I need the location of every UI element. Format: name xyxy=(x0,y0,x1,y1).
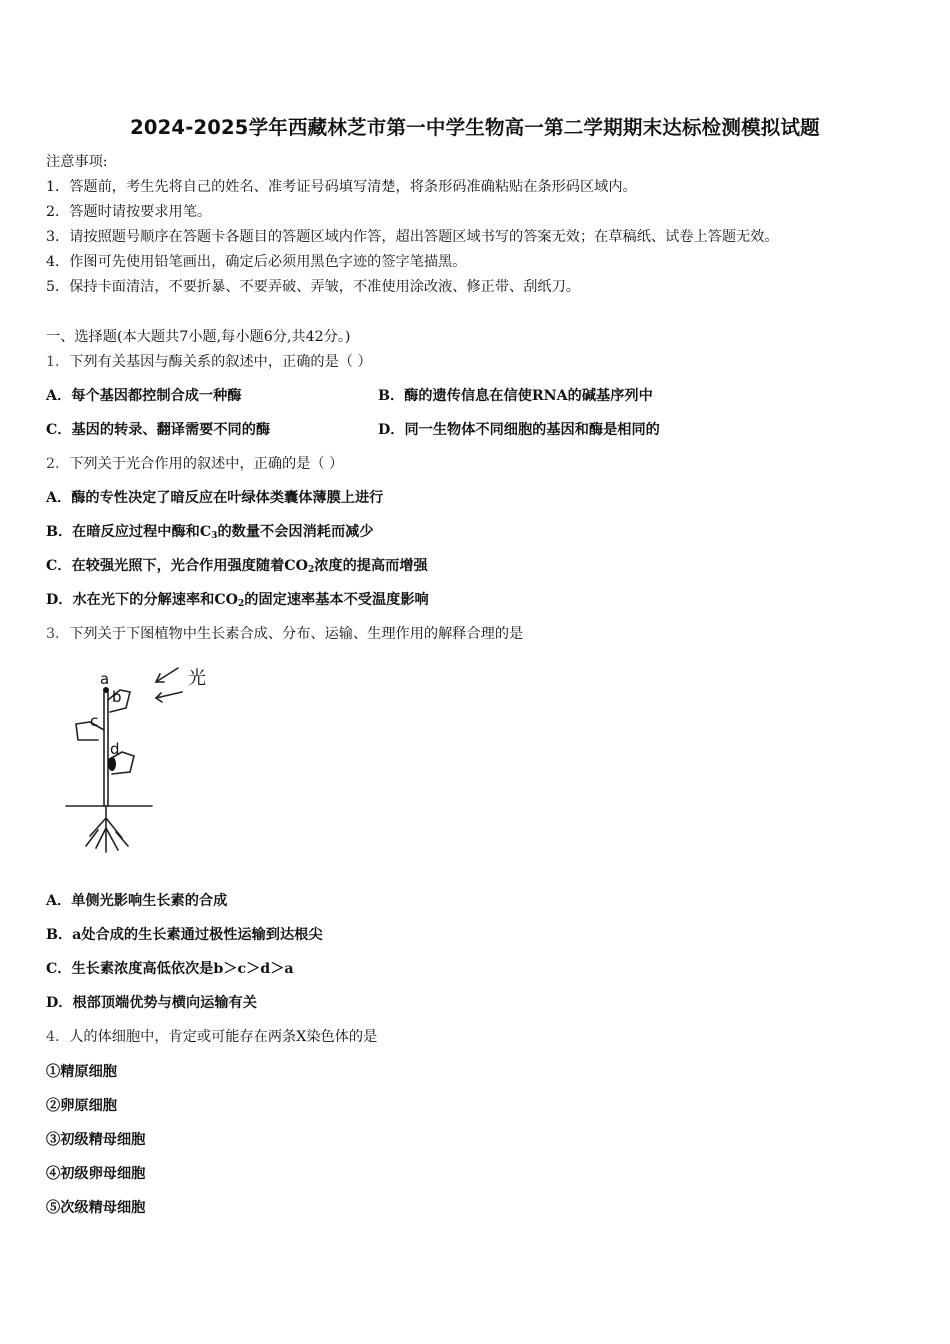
q4-item-5: ⑤次级精母细胞 xyxy=(46,1200,146,1216)
notice-heading: 注意事项: xyxy=(46,154,108,170)
roots xyxy=(86,806,128,852)
question-stem: 下列有关基因与酶关系的叙述中，正确的是（ ） xyxy=(69,354,372,370)
label-light: 光 xyxy=(188,668,206,689)
notice-item-2: 2．答题时请按要求用笔。 xyxy=(46,204,212,220)
question-1 xyxy=(46,352,372,372)
notice-item-3: 3．请按照题号顺序在答题卡各题目的答题区域内作答，超出答题区域书写的答案无效；在草稿纸、试卷上答题无效。 xyxy=(46,229,779,245)
plant-figure xyxy=(60,660,220,860)
notice-item-4: 4．作图可先使用铅笔画出，确定后必须用黑色字迹的签字笔描黑。 xyxy=(46,254,467,270)
question-stem: 下列关于下图植物中生长素合成、分布、运输、生理作用的解释合理的是 xyxy=(69,626,524,642)
notice-item-5: 5．保持卡面清洁，不要折暴、不要弄破、弄皱，不准使用涂改液、修正带、刮纸刀。 xyxy=(46,279,580,295)
q1-option-a: A．每个基因都控制合成一种酶 xyxy=(46,388,242,404)
q4-item-3: ③初级精母细胞 xyxy=(46,1132,146,1148)
label-c: c xyxy=(90,712,99,730)
q1-option-c: C．基因的转录、翻译需要不同的酶 xyxy=(46,422,271,438)
notice-item-1: 1．答题前，考生先将自己的姓名、准考证号码填写清楚，将条形码准确粘贴在条形码区域内。 xyxy=(46,179,637,195)
question-4 xyxy=(46,1027,377,1047)
q1-option-b: B．酶的遗传信息在信使RNA的碱基序列中 xyxy=(378,388,653,404)
section-heading: 一、选择题(本大题共7小题,每小题6分,共42分。) xyxy=(46,329,351,345)
q3-option-b: B．a处合成的生长素通过极性运输到达根尖 xyxy=(46,927,323,943)
q1-option-d: D．同一生物体不同细胞的基因和酶是相同的 xyxy=(378,422,660,438)
exam-title: 2024-2025学年西藏林芝市第一中学生物高一第二学期期末达标检测模拟试题 xyxy=(130,116,820,139)
q3-option-d: D．根部顶端优势与横向运输有关 xyxy=(46,995,257,1011)
question-number: 4． xyxy=(46,1029,70,1045)
question-stem: 下列关于光合作用的叙述中，正确的是（ ） xyxy=(69,456,344,472)
label-b: b xyxy=(112,688,122,706)
q2-option-a: A．酶的专性决定了暗反应在叶绿体类囊体薄膜上进行 xyxy=(46,490,384,506)
question-number: 2． xyxy=(46,456,70,472)
bud-d xyxy=(108,757,116,771)
q3-option-a: A．单侧光影响生长素的合成 xyxy=(46,893,228,909)
q2-option-c: C．在较强光照下，光合作用强度随着$CO_2$浓度的提高而增强 xyxy=(46,558,428,575)
question-3 xyxy=(46,624,523,644)
question-number: 1． xyxy=(46,354,70,370)
label-a: a xyxy=(100,670,110,688)
q4-item-2: ②卵原细胞 xyxy=(46,1098,117,1114)
question-2 xyxy=(46,454,343,474)
q4-item-4: ④初级卵母细胞 xyxy=(46,1166,146,1182)
q4-item-1: ①精原细胞 xyxy=(46,1064,117,1080)
q3-option-c: C．生长素浓度高低依次是b＞c＞d＞a xyxy=(46,961,294,977)
question-number: 3． xyxy=(46,626,70,642)
question-stem: 人的体细胞中，肯定或可能存在两条X染色体的是 xyxy=(69,1029,378,1045)
q2-option-d: D．水在光下的分解速率和$CO_2$的固定速率基本不受温度影响 xyxy=(46,592,429,609)
q2-option-b: B．在暗反应过程中酶和$C_3$的数量不会因消耗而减少 xyxy=(46,524,374,541)
label-d: d xyxy=(110,740,120,758)
